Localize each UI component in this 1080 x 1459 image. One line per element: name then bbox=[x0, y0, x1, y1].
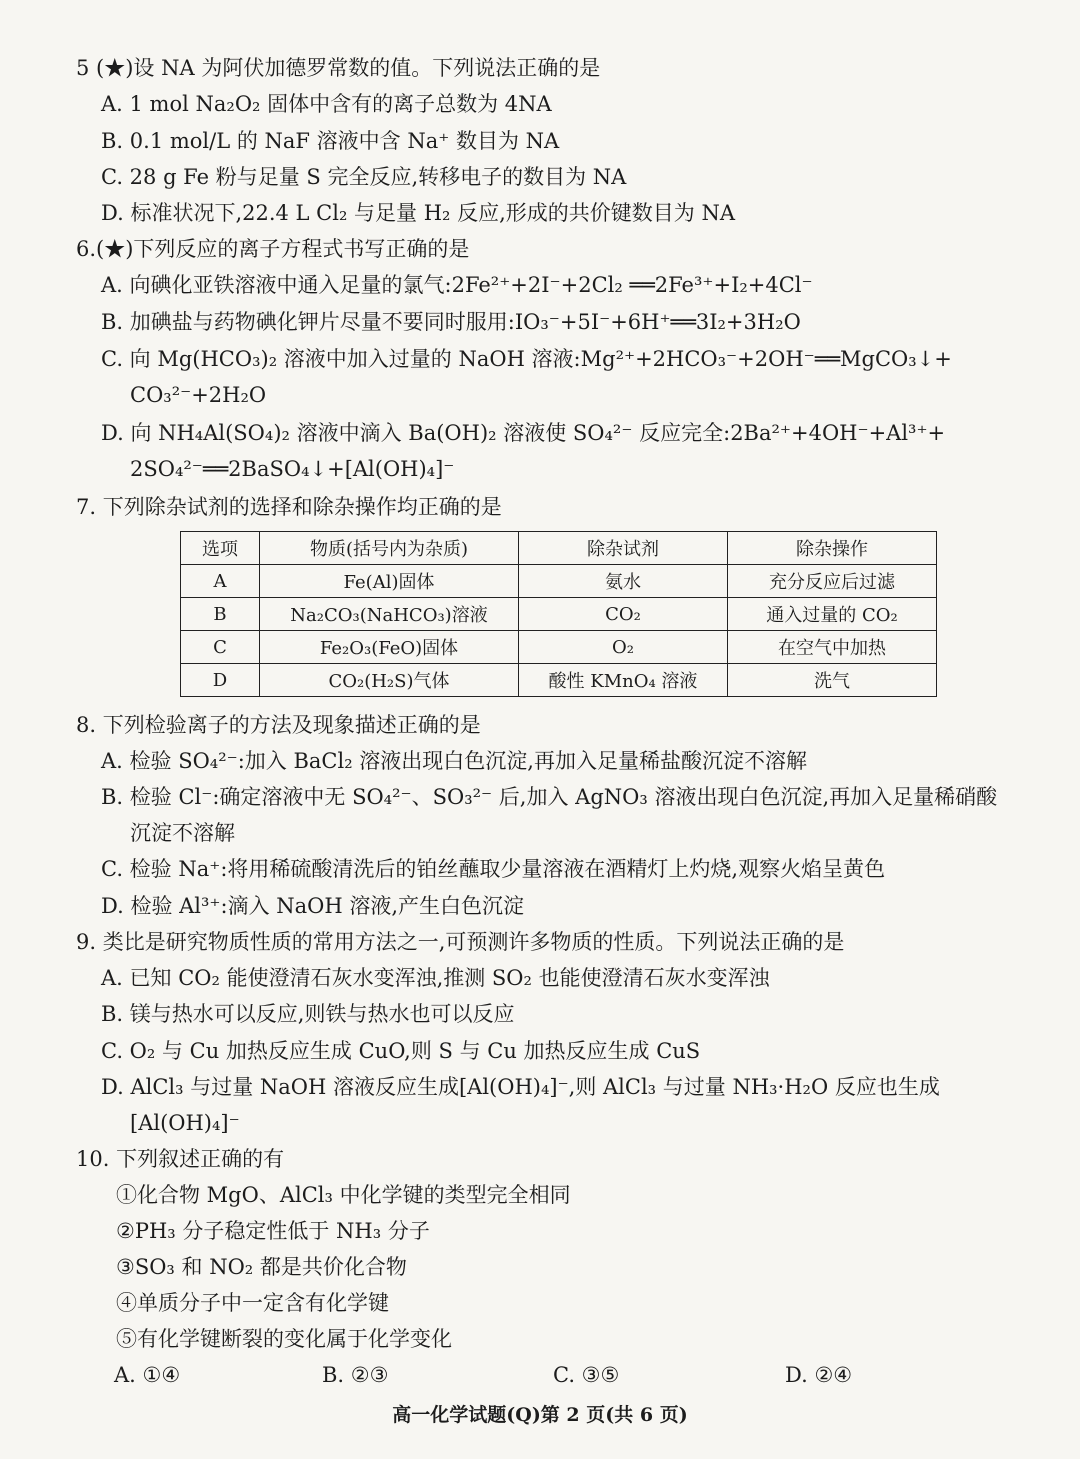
table-cell: 在空气中加热 bbox=[728, 631, 937, 664]
q10-statement-4: ④单质分子中一定含有化学键 bbox=[116, 1291, 389, 1315]
q8-option-d: D. 检验 Al³⁺:滴入 NaOH 溶液,产生白色沉淀 bbox=[101, 894, 525, 918]
q5-option-d: D. 标准状况下,22.4 L Cl₂ 与足量 H₂ 反应,形成的共价键数目为 NA bbox=[101, 201, 736, 225]
q9-option-d: D. AlCl₃ 与过量 NaOH 溶液反应生成[Al(OH)₄]⁻,则 AlCl₃ 与过量 NH₃·H₂O 反应也生成 bbox=[101, 1075, 940, 1099]
table-row bbox=[181, 565, 937, 598]
table-cell: A bbox=[181, 565, 260, 598]
table-cell: CO₂ bbox=[519, 598, 728, 631]
q6-option-c-continued: CO₃²⁻+2H₂O bbox=[130, 383, 267, 407]
page-footer: 高一化学试题(Q)第 2 页(共 6 页) bbox=[392, 1404, 688, 1426]
q10-option-b: B. ②③ bbox=[322, 1363, 389, 1387]
table-cell: 洗气 bbox=[728, 664, 937, 697]
q7-table bbox=[180, 531, 937, 697]
q10-statement-5: ⑤有化学键断裂的变化属于化学变化 bbox=[116, 1327, 452, 1351]
table-cell: B bbox=[181, 598, 260, 631]
table-cell: O₂ bbox=[519, 631, 728, 664]
q9-stem: 9. 类比是研究物质性质的常用方法之一,可预测许多物质的性质。下列说法正确的是 bbox=[76, 930, 845, 954]
q6-option-a: A. 向碘化亚铁溶液中通入足量的氯气:2Fe²⁺+2I⁻+2Cl₂ ══2Fe³⁺+I₂+4Cl⁻ bbox=[101, 273, 813, 297]
q6-option-c: C. 向 Mg(HCO₃)₂ 溶液中加入过量的 NaOH 溶液:Mg²⁺+2HCO₃⁻+2OH⁻══MgCO₃↓+ bbox=[101, 347, 952, 371]
table-header-cell: 物质(括号内为杂质) bbox=[260, 532, 519, 565]
table-header-cell: 选项 bbox=[181, 532, 260, 565]
table-cell: Fe(Al)固体 bbox=[260, 565, 519, 598]
table-cell: 充分反应后过滤 bbox=[728, 565, 937, 598]
q9-option-d-continued: [Al(OH)₄]⁻ bbox=[130, 1111, 240, 1135]
q9-option-a: A. 已知 CO₂ 能使澄清石灰水变浑浊,推测 SO₂ 也能使澄清石灰水变浑浊 bbox=[101, 966, 770, 990]
table-cell: Na₂CO₃(NaHCO₃)溶液 bbox=[260, 598, 519, 631]
table-header-cell: 除杂试剂 bbox=[519, 532, 728, 565]
q10-statement-3: ③SO₃ 和 NO₂ 都是共价化合物 bbox=[116, 1255, 407, 1279]
table-cell: C bbox=[181, 631, 260, 664]
q8-option-b: B. 检验 Cl⁻:确定溶液中无 SO₄²⁻、SO₃²⁻ 后,加入 AgNO₃ 溶液出现白色沉淀,再加入足量稀硝酸 bbox=[101, 785, 998, 809]
q8-stem: 8. 下列检验离子的方法及现象描述正确的是 bbox=[76, 713, 481, 737]
q9-option-b: B. 镁与热水可以反应,则铁与热水也可以反应 bbox=[101, 1002, 515, 1026]
q10-option-a: A. ①④ bbox=[114, 1363, 181, 1387]
q7-stem: 7. 下列除杂试剂的选择和除杂操作均正确的是 bbox=[76, 495, 502, 519]
table-cell: 酸性 KMnO₄ 溶液 bbox=[519, 664, 728, 697]
q5-option-c: C. 28 g Fe 粉与足量 S 完全反应,转移电子的数目为 NA bbox=[101, 165, 627, 189]
q10-option-d: D. ②④ bbox=[785, 1363, 853, 1387]
table-cell: 氨水 bbox=[519, 565, 728, 598]
q5-stem: 5 (★)设 NA 为阿伏加德罗常数的值。下列说法正确的是 bbox=[76, 56, 601, 80]
table-row bbox=[181, 631, 937, 664]
q6-option-d-continued: 2SO₄²⁻══2BaSO₄↓+[Al(OH)₄]⁻ bbox=[130, 457, 455, 481]
table-row bbox=[181, 598, 937, 631]
q5-option-a: A. 1 mol Na₂O₂ 固体中含有的离子总数为 4NA bbox=[101, 92, 552, 116]
q10-option-c: C. ③⑤ bbox=[553, 1363, 620, 1387]
table-header-cell: 除杂操作 bbox=[728, 532, 937, 565]
q6-stem: 6.(★)下列反应的离子方程式书写正确的是 bbox=[76, 237, 470, 261]
q9-option-c: C. O₂ 与 Cu 加热反应生成 CuO,则 S 与 Cu 加热反应生成 CuS bbox=[101, 1039, 701, 1063]
q10-statement-2: ②PH₃ 分子稳定性低于 NH₃ 分子 bbox=[116, 1219, 430, 1243]
table-cell: 通入过量的 CO₂ bbox=[728, 598, 937, 631]
q5-option-b: B. 0.1 mol/L 的 NaF 溶液中含 Na⁺ 数目为 NA bbox=[101, 129, 560, 153]
q10-statement-1: ①化合物 MgO、AlCl₃ 中化学键的类型完全相同 bbox=[116, 1183, 571, 1207]
q6-option-d: D. 向 NH₄Al(SO₄)₂ 溶液中滴入 Ba(OH)₂ 溶液使 SO₄²⁻ 反应完全:2Ba²⁺+4OH⁻+Al³⁺+ bbox=[101, 421, 946, 445]
table-cell: D bbox=[181, 664, 260, 697]
table-cell: CO₂(H₂S)气体 bbox=[260, 664, 519, 697]
q8-option-c: C. 检验 Na⁺:将用稀硫酸清洗后的铂丝蘸取少量溶液在酒精灯上灼烧,观察火焰呈黄色 bbox=[101, 857, 886, 881]
table-cell: Fe₂O₃(FeO)固体 bbox=[260, 631, 519, 664]
q8-option-b-continued: 沉淀不溶解 bbox=[130, 821, 235, 845]
q8-option-a: A. 检验 SO₄²⁻:加入 BaCl₂ 溶液出现白色沉淀,再加入足量稀盐酸沉淀不溶解 bbox=[101, 749, 807, 773]
q6-option-b: B. 加碘盐与药物碘化钾片尽量不要同时服用:IO₃⁻+5I⁻+6H⁺══3I₂+3H₂O bbox=[101, 310, 801, 334]
table-row bbox=[181, 664, 937, 697]
q10-stem: 10. 下列叙述正确的有 bbox=[76, 1147, 285, 1171]
table-header-row bbox=[181, 532, 937, 565]
